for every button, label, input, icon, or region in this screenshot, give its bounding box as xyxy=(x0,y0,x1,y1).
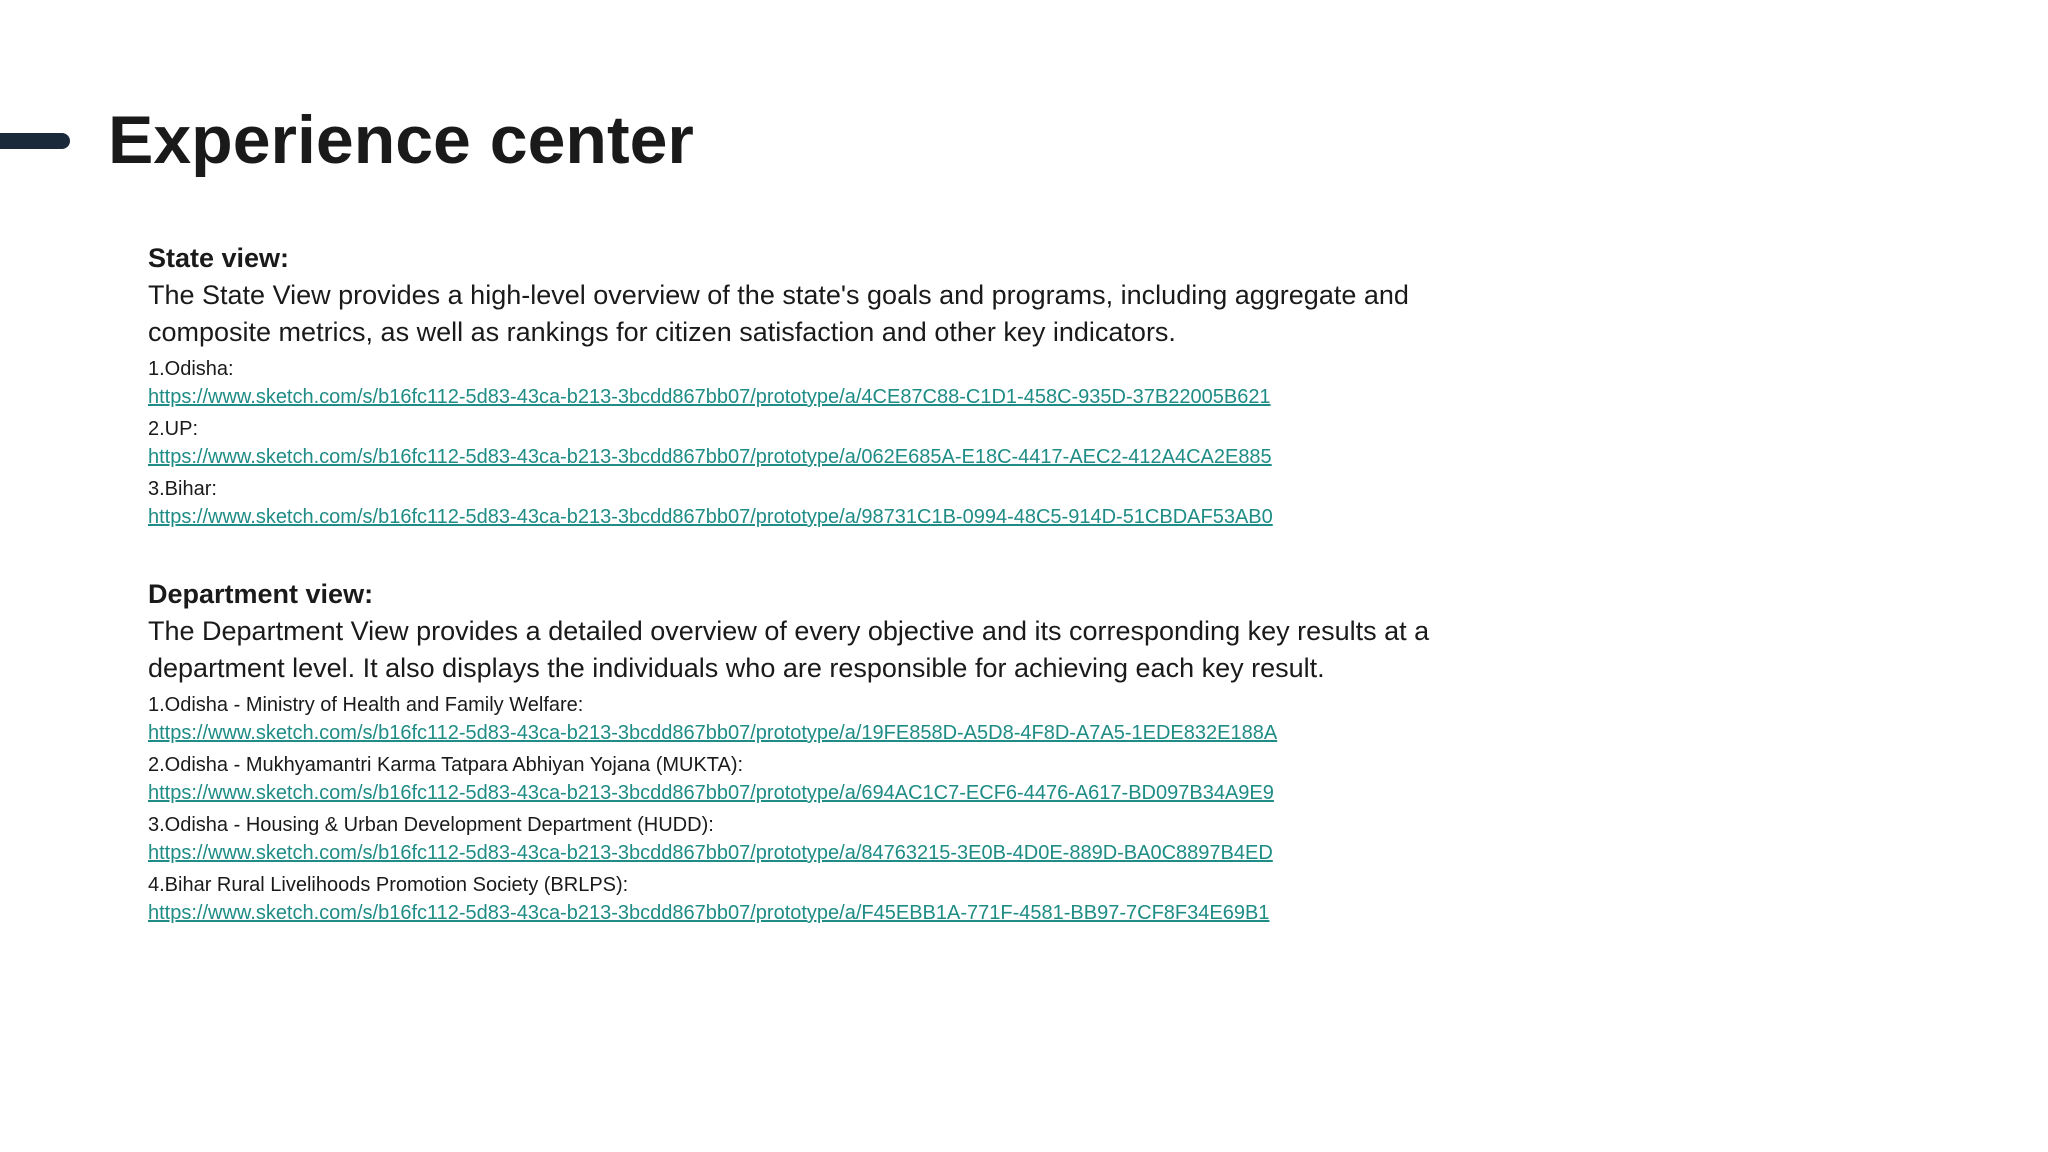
state-item-link[interactable]: https://www.sketch.com/s/b16fc112-5d83-43ca-b213-3bcdd867bb07/prototype/a/98731C1B-0994-48C5-914D-51CBDAF53AB0 xyxy=(148,506,1273,528)
state-item-label: 3.Bihar: xyxy=(148,478,217,500)
department-item-label: 1.Odisha - Ministry of Health and Family Welfare: xyxy=(148,694,584,716)
department-item-label: 4.Bihar Rural Livelihoods Promotion Society (BRLPS): xyxy=(148,874,629,896)
department-item-label: 2.Odisha - Mukhyamantri Karma Tatpara Abhiyan Yojana (MUKTA): xyxy=(148,754,744,776)
title-accent-bar xyxy=(0,133,70,149)
department-view-description: The Department View provides a detailed overview of every objective and its corresponding key results at a department level. It also displays the individuals who are responsible for achieving each key result. xyxy=(148,616,1430,683)
department-view-section xyxy=(148,576,1548,927)
state-item-link[interactable]: https://www.sketch.com/s/b16fc112-5d83-43ca-b213-3bcdd867bb07/prototype/a/062E685A-E18C-4417-AEC2-412A4CA2E885 xyxy=(148,446,1272,468)
department-item-link[interactable]: https://www.sketch.com/s/b16fc112-5d83-43ca-b213-3bcdd867bb07/prototype/a/84763215-3E0B-4D0E-889D-BA0C8897B4ED xyxy=(148,842,1273,864)
slide-title: Experience center xyxy=(108,102,694,178)
department-item-label: 3.Odisha - Housing & Urban Development Department (HUDD): xyxy=(148,814,714,836)
state-view-section xyxy=(148,240,1548,531)
state-view-heading: State view: xyxy=(148,243,290,273)
department-item-link[interactable]: https://www.sketch.com/s/b16fc112-5d83-43ca-b213-3bcdd867bb07/prototype/a/19FE858D-A5D8-4F8D-A7A5-1EDE832E188A xyxy=(148,722,1278,744)
department-item-link[interactable]: https://www.sketch.com/s/b16fc112-5d83-43ca-b213-3bcdd867bb07/prototype/a/694AC1C7-ECF6-4476-A617-BD097B34A9E9 xyxy=(148,782,1274,804)
state-item-label: 2.UP: xyxy=(148,418,199,440)
department-view-heading: Department view: xyxy=(148,579,374,609)
state-item-link[interactable]: https://www.sketch.com/s/b16fc112-5d83-43ca-b213-3bcdd867bb07/prototype/a/4CE87C88-C1D1-458C-935D-37B22005B621 xyxy=(148,386,1271,408)
state-view-description: The State View provides a high-level overview of the state's goals and programs, including aggregate and composite metrics, as well as rankings for citizen satisfaction and other key indicators. xyxy=(148,280,1409,347)
state-item-label: 1.Odisha: xyxy=(148,358,234,380)
department-item-link[interactable]: https://www.sketch.com/s/b16fc112-5d83-43ca-b213-3bcdd867bb07/prototype/a/F45EBB1A-771F-4581-BB97-7CF8F34E69B1 xyxy=(148,902,1270,924)
